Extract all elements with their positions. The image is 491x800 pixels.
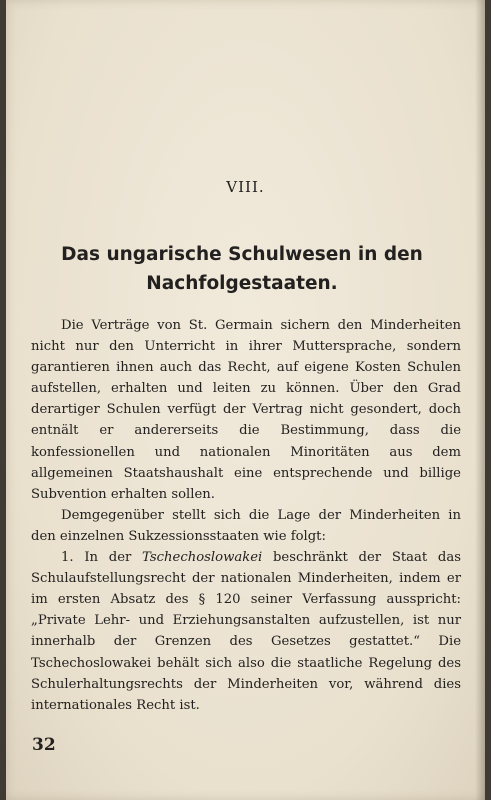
page-gutter-shadow [475, 0, 485, 800]
heading-line-2: Nachfolgestaaten. [146, 273, 338, 294]
paragraph-3-emphasis: Tschechoslowakei [142, 550, 263, 566]
book-page [6, 0, 485, 800]
chapter-number: VIII. [226, 178, 265, 196]
paragraph-3-prefix: 1. In der [61, 550, 143, 566]
body-text [31, 315, 461, 716]
heading-line-1: Das ungarische Schulwesen in den [61, 244, 423, 265]
paragraph-2: Demgegenüber stellt sich die Lage der Minderheiten in den einzelnen Sukzessionsstaaten wie folgt: [31, 507, 461, 544]
paragraph-3 [31, 547, 461, 716]
paragraph-1: Die Verträge von St. Germain sichern den Minderheiten nicht nur den Unterricht in ihrer Muttersprache, sondern garantieren ihnen auch das Recht, auf eigene Kosten Schulen aufstellen, erhalten und leiten zu können. Über den Grad derartiger Schulen verfügt der Vertrag nicht gesondert, doch entnält er andererseits die Bestimmung, dass die konfessionellen und nationalen Minoritäten aus dem allgemeinen Staatshaushalt eine entsprechende und billige Subvention erhalten sollen. [31, 318, 461, 502]
paragraph-3-text: beschränkt der Staat das Schulaufstellungsrecht der nationalen Minderheiten, indem er im ersten Absatz des § 120 seiner Verfassung ausspricht: „Private Lehr- und Erziehungsanstalten aufzustellen, ist nur innerhalb der Grenzen des Gesetzes gestattet.“ Die Tschechoslowakei behält sich also die staatliche Regelung des Schulerhaltungsrechts der Minderheiten vor, während dies internationales Recht ist. [31, 550, 462, 713]
page-number: 32 [32, 735, 56, 755]
chapter-heading [30, 240, 454, 298]
